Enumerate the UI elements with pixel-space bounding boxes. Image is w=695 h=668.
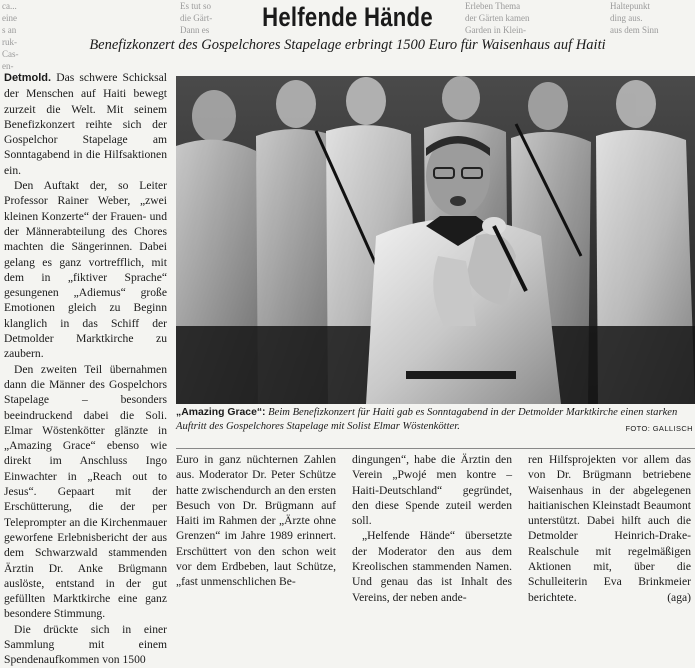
article-column-4 <box>528 452 691 605</box>
paragraph-8: ren Hilfsprojekten vor allem das von Dr. Brügmann betriebene Waisenhaus in der abgelegenen haitianischen Kleinstadt Beaumont unterstützt. Dabei hilft auch die Detmolder Heinrich-Drake-Realschule mit regelmäßigen Aktionen mit, über die Schulleiterin Eva Brinkmeier berichtete. <box>528 453 691 604</box>
article-column-1 <box>4 70 167 668</box>
neighbor-article-right: Haltepunkt ding aus. aus dem Sinn <box>610 1 659 35</box>
author-signature: (aga) <box>667 590 691 604</box>
dateline: Detmold. <box>4 72 52 84</box>
article-column-3 <box>352 452 512 605</box>
caption-text: Beim Benefizkonzert für Haiti gab es Sonntagabend in der Detmolder Marktkirche einen starken Auftritt des Gospelchores Stapelage mit Solist Elmar Wöstenkötter. <box>176 407 678 432</box>
article-column-2 <box>176 452 336 590</box>
caption-divider <box>176 448 695 449</box>
concert-photo <box>176 76 695 404</box>
headline: Helfende Hände <box>262 2 433 32</box>
choir-photo-illustration <box>176 76 695 404</box>
subheadline: Benefizkonzert des Gospelchores Stapelage erbringt 1500 Euro für Waisenhaus auf Haiti <box>89 37 606 53</box>
neighbor-article-top-right: Erleben Thema der Gärten kamen Garden in Klein- <box>465 1 530 35</box>
paragraph-5: Euro in ganz nüchternen Zahlen aus. Moderator Dr. Peter Schütze hatte zwischendurch an den ersten Besuch von Dr. Brügmann auf Haiti im Rahmen der „Ärzte ohne Grenzen“ im Jahre 1989 erinnert. Erschüttert von den schon weit vor dem Erdbeben, laut Schütze, „fast unmenschlichen Be- <box>176 453 336 589</box>
paragraph-6: dingungen“, habe die Ärztin den Verein „Pwojé men kontre – Haiti-Deutschland“ gegründet, den diese Spende zuteil werden soll. <box>352 453 512 528</box>
neighbor-article-left: ca... eine s an ruk- Cas- en- <box>2 1 19 71</box>
caption-lead: „Amazing Grace“: <box>176 407 266 418</box>
neighbor-article-top-middle: Es tut so die Gärt- Dann es <box>180 1 213 35</box>
paragraph-7: „Helfende Hände“ übersetzte der Moderator den aus dem Kreolischen stammenden Namen. Und genau das ist Inhalt des Vereins, der neben ande- <box>352 529 512 604</box>
paragraph-4: Die drückte sich in einer Sammlung mit einem Spendenaufkommen von 1500 <box>4 622 167 667</box>
photo-caption <box>176 406 693 436</box>
paragraph-2: Den Auftakt der, so Leiter Professor Rainer Weber, „zwei kleinen Konzerte“ der Frauen- und der Männerabteilung des Chores machten die Sängerinnen. Dabei gelang es ganz vortrefflich, mit dem in „fiktiver Sprache“ gesungenen „Adiemus“ große Emotionen gleich zu Beginn klanglich in das Schiff der Detmolder Marktkirche zu zaubern. <box>4 179 167 361</box>
paragraph-1: Das schwere Schicksal der Menschen auf Haiti bewegt zurzeit die Welt. Mit seinem Benefizkonzert reihte sich der Gospelchor Stapelage am Sonntagabend in die Hilfsaktionen ein. <box>4 71 167 177</box>
photo-credit: FOTO: GALLISCH <box>625 424 693 433</box>
paragraph-3: Den zweiten Teil übernahmen dann die Männer des Gospelchors Stapelage – besonders beeindruckend dabei die Soli. Elmar Wöstenkötter glänzte in „Amazing Grace“ ebenso wie direkt im Anschluss Ingo Einwachter in „Reach out to Jesus“. Gepaart mit der Erschütterung, die der per Teleprompter an die Kirchenmauer geworfene Erlebnisbericht der aus dem Schwarzwald stammenden Ärztin Dr. Anke Brügmann auslöste, entstand in der gut gefüllten Marktkirche eine ganz besondere Stimmung. <box>4 362 167 621</box>
